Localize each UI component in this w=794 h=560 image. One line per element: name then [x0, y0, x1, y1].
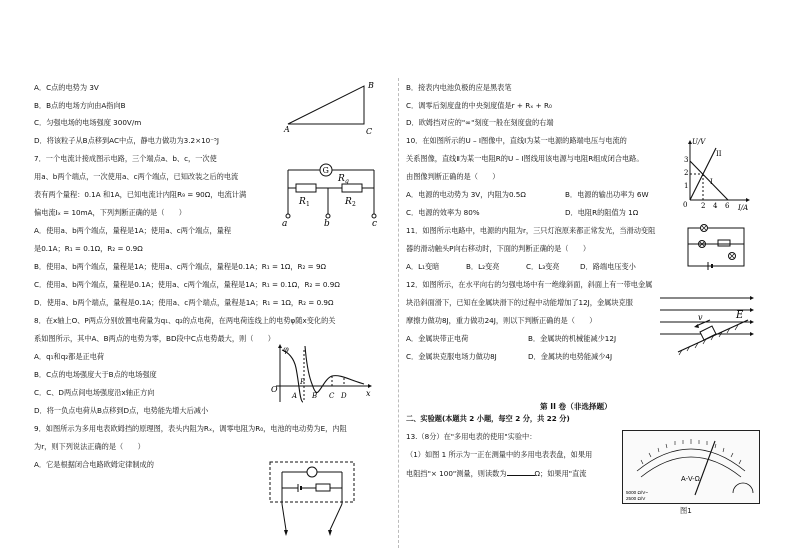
point-a-label: A [292, 392, 298, 400]
q10-option-a: A．电源的电动势为 3V，内阻为0.5Ω [406, 190, 526, 199]
q12-option-d: D．金属块的电势能减少4J [528, 352, 613, 361]
tri-label-a: A [284, 125, 290, 134]
point-b-label: B [312, 392, 318, 400]
v-label: v [698, 313, 703, 322]
q9-line-1: 9．如图所示为多用电表欧姆挡的原理图，表头内阻为Rₓ，调零电阻为R₀，电池的电动势为E，内阻 [34, 424, 347, 433]
ohmmeter-circuit-figure [268, 460, 358, 538]
q11-option-c: C．L₃变亮 [526, 262, 560, 271]
q8-option-b: B．C点的电场强度大于B点的电场强度 [34, 370, 157, 379]
q11-option-a: A．L₁变暗 [406, 262, 440, 271]
e-field-label: E [736, 310, 744, 321]
q7-line-3: 表有两个量程：0.1A 和1A，已知电流计内阻R₉ = 90Ω，电流计满 [34, 190, 247, 199]
q10-option-d: D．电阻R的阻值为 1Ω [565, 208, 639, 217]
tick-x2: 2 [701, 202, 706, 210]
q8-line-2: 系如图所示，其中A、B两点的电势为零，BD段中C点电势最大，则（ ） [34, 334, 275, 343]
g-label: G [322, 166, 329, 175]
q10-option-c: C．电源的效率为 80% [406, 208, 480, 217]
q7-option-d: D．使用a、b两个端点，量程是0.1A；使用a、c两个端点，量程是1A；R₁ = 1Ω，R₂ = 0.9Ω [34, 298, 334, 307]
meter-label: A-V-Ω [681, 476, 700, 483]
tri-label-c: C [366, 127, 373, 136]
galvanometer-circuit-figure [282, 160, 394, 229]
q13-line-2 [406, 468, 586, 478]
incline-field-figure [660, 296, 756, 358]
multimeter-figure [622, 430, 760, 504]
q10-option-b: B．电源的输出功率为 6W [565, 190, 649, 199]
meter-dial [623, 431, 759, 503]
q8-option-a: A．q₁和q₂都是正电荷 [34, 352, 105, 361]
q9-option-d: D．欧姆挡对应的"∞"刻度一般在刻度盘的右端 [406, 118, 554, 127]
triangle-figure [284, 80, 384, 136]
q12-line-3: 摩擦力做功8J，重力做功24J，则以下判断正确的是（ ） [406, 316, 597, 325]
tri-label-b: B [368, 81, 374, 90]
q11-line-1: 11．如图所示电路中，电源的内阻为r，三只灯泡原来都正常发光，当滑动变阻 [406, 226, 656, 235]
q10-line-2: 关系图像，直线Ⅱ为某一电阻R的U – I图线用该电源与电阻R组成闭合电路。 [406, 154, 644, 163]
answer-blank[interactable] [507, 468, 535, 476]
r2-label: R [345, 197, 352, 207]
tick-y2: 2 [684, 169, 689, 177]
q10-line-3: 由图像判断正确的是（ ） [406, 172, 500, 181]
r1-label: R [299, 197, 306, 207]
q12-option-c: C．金属块克服电场力做功8J [406, 352, 497, 361]
q6-option-a: A．C点的电势为 3V [34, 83, 99, 92]
origin-label: O [271, 385, 278, 394]
q13-heading: 13.（8分）在"多用电表的使用"实验中： [406, 432, 537, 441]
line-i-label: I [710, 178, 713, 186]
q8-option-c: C．C、D两点间电场强度沿x轴正方向 [34, 388, 155, 397]
origin-0: 0 [683, 201, 688, 209]
q8-line-1: 8．在x轴上O、P两点分别放置电荷量为q₁、q₂的点电荷，在两电荷连线上的电势φ随x变化的关 [34, 316, 336, 325]
terminal-c: c [372, 219, 378, 229]
point-c-label: C [329, 392, 335, 400]
q7-option-a-line-2: 是0.1A；R₁ = 0.1Ω，R₂ = 0.9Ω [34, 244, 143, 253]
tick-y1: 1 [684, 182, 689, 190]
q7-line-2: 用a、b两个端点，一次使用a、c两个端点，已知改装之后的电流 [34, 172, 239, 181]
tick-x4: 4 [713, 202, 718, 210]
q7-option-c: C．使用a、b两个端点，量程是0.1A；使用a、c两个端点，量程是1A；R₁ = 0.1Ω，R₂ = 0.9Ω [34, 280, 340, 289]
potential-graph-figure [268, 344, 372, 404]
q7-line-4: 偏电流Iₓ = 10mA，下列判断正确的是（ ） [34, 208, 186, 217]
figure-1-caption: 图1 [680, 506, 692, 515]
meter-corner-1: 5000 Ω/V~ [626, 490, 648, 495]
u-axis-label: U/V [692, 138, 706, 146]
q8-option-d: D．将一负点电荷从B点移到D点，电势能先增大后减小 [34, 406, 209, 415]
q11-option-b: B．L₂变亮 [466, 262, 500, 271]
q13-line-2-prefix: 电阻挡"× 100"测量，则读数为 [406, 469, 507, 478]
q6-option-b: B．B点的电场方向由A指向B [34, 101, 126, 110]
q11-line-2: 器的滑动触头P向右移动时，下面的判断正确的是（ ） [406, 244, 591, 253]
q13-line-1: （1）如图 1 所示为一正在测量中的多用电表表盘，如果用 [406, 450, 593, 459]
q7-option-a-line-1: A．使用a、b两个端点，量程是1A；使用a、c两个端点，量程 [34, 226, 232, 235]
q6-option-d: D．将该粒子从B点移到AC中点，静电力做功为3.2×10⁻⁵J [34, 136, 220, 145]
phi-label: φ [283, 345, 289, 354]
tick-y3: 3 [684, 156, 689, 164]
q11-option-d: D．路端电压变小 [580, 262, 636, 271]
section-2-heading: 二、实验题(本题共 2 小题，每空 2 分，共 22 分) [406, 414, 570, 423]
q9-option-b: B．接表内电池负极的应是黑表笔 [406, 83, 512, 92]
tick-x6: 6 [725, 202, 730, 210]
i-axis-label: I/A [738, 204, 749, 212]
line-ii-label: II [716, 150, 722, 158]
q12-option-b: B．金属块的机械能减少12J [528, 334, 617, 343]
q12-option-a: A．金属块带正电荷 [406, 334, 469, 343]
lamp-circuit-figure [684, 224, 748, 272]
terminal-b: b [324, 219, 330, 229]
q7-line-1: 7．一个电流计接成图示电路，三个端点a、b、c，一次使 [34, 154, 217, 163]
part-ii-title: 第 II 卷（非选择题） [540, 402, 612, 411]
q12-line-1: 12．如图所示，在水平向右的匀强电场中有一绝缘斜面，斜面上有一带电金属 [406, 280, 653, 289]
ui-graph-figure [680, 136, 752, 214]
q9-line-2: 为r，则下列说法正确的是（ ） [34, 442, 145, 451]
rg-label: R [338, 174, 345, 184]
point-d-label: D [341, 392, 347, 400]
r1-sub: 1 [306, 201, 310, 208]
column-divider [398, 78, 399, 548]
x-label: x [366, 389, 371, 398]
rg-sub: g [345, 178, 349, 185]
r2-sub: 2 [352, 201, 356, 208]
meter-corner-2: 2500 Ω/V [626, 496, 646, 501]
p-label: P [300, 378, 305, 386]
q6-option-c: C．匀强电场的电场强度 300V/m [34, 118, 142, 127]
q7-option-b: B．使用a、b两个端点，量程是1A；使用a、c两个端点，量程是0.1A；R₁ = 1Ω，R₂ = 9Ω [34, 262, 327, 271]
q9-option-c: C．调零后刻度盘的中央刻度值是r + Rₓ + R₀ [406, 101, 552, 110]
q10-line-1: 10．在如图所示的U – I图像中，直线Ⅰ为某一电源的路端电压与电流的 [406, 136, 627, 145]
terminal-a: a [282, 219, 288, 229]
q9-option-a: A．它是根据闭合电路欧姆定律制成的 [34, 460, 154, 469]
q13-line-2-suffix: Ω；如果用"直流 [534, 469, 587, 478]
q12-line-2: 块沿斜面滑下，已知在金属块滑下的过程中动能增加了12J，金属块克服 [406, 298, 633, 307]
